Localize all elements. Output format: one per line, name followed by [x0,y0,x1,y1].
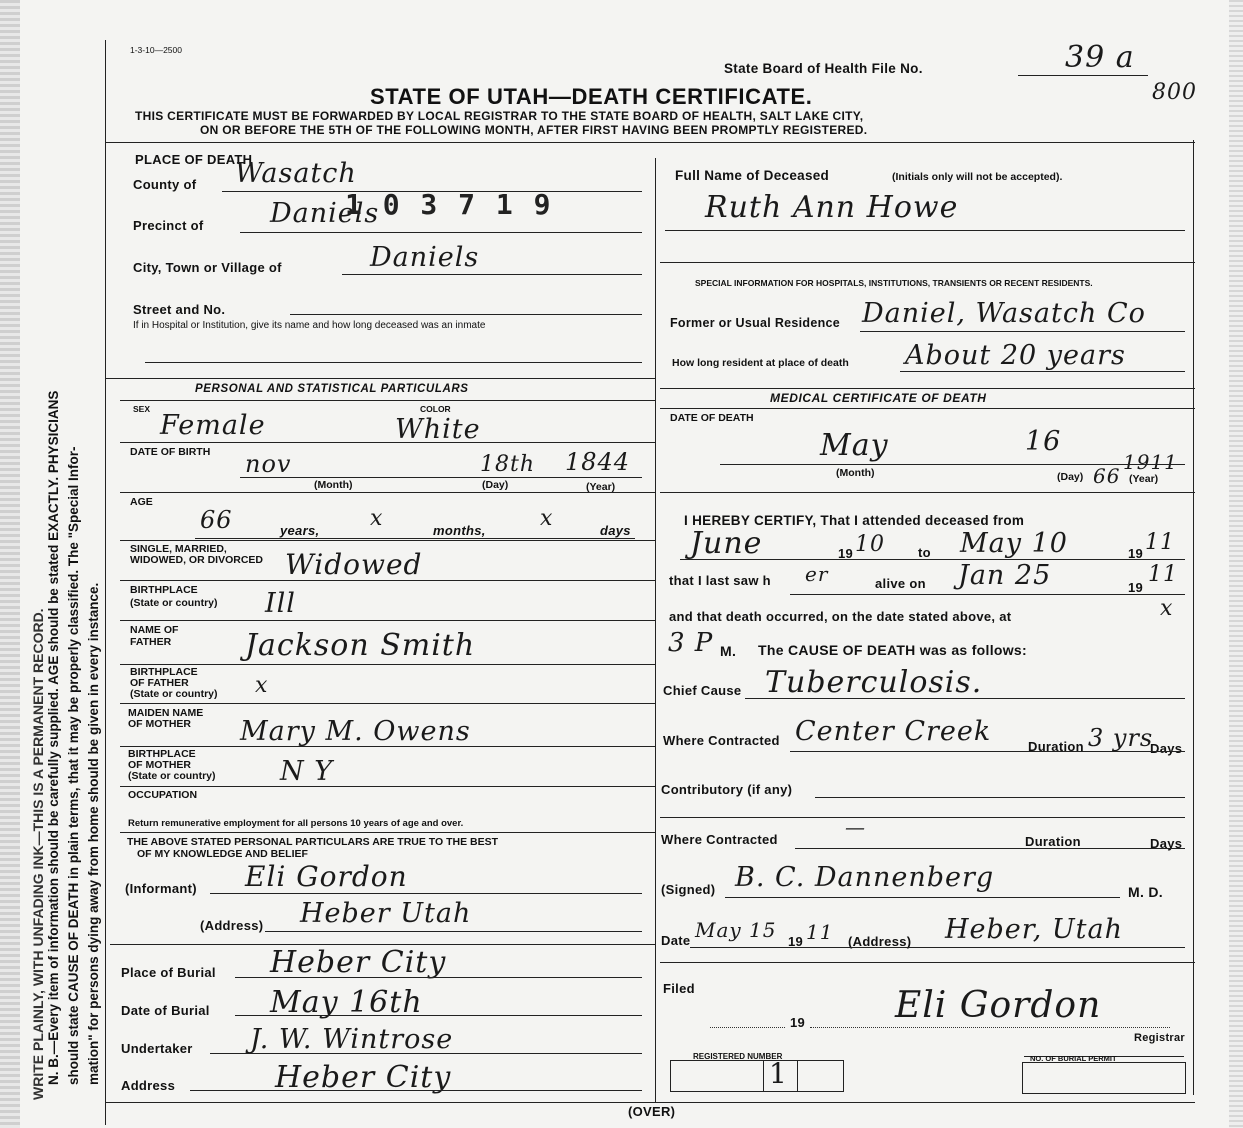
chief-cause-value: Tuberculosis. [765,665,983,700]
father-label-1: NAME OF [130,624,179,636]
resident-label: How long resident at place of death [672,357,849,369]
dod-extra: 66 [1093,464,1121,488]
age-label: AGE [130,496,153,508]
notice-line-1: THIS CERTIFICATE MUST BE FORWARDED BY LOCAL REGISTRAR TO THE STATE BOARD OF HEALTH, SALT LAKE CITY, [135,109,864,123]
marital-label-2: WIDOWED, OR DIVORCED [130,554,263,566]
burial-place-value: Heber City [270,945,447,980]
side-note-2: should state CAUSE OF DEATH in plain terms, that it may be properly classified. The "Special Infor- [66,446,81,1085]
father-value: Jackson Smith [245,628,476,663]
where-contracted-2-value: — [845,815,866,839]
occurred-label: and that death occurred, on the date stated above, at [669,609,1012,624]
dod-month: May [820,428,889,463]
days-label: days [600,523,631,538]
hospital-label: If in Hospital or Institution, give its name and how long deceased was an inmate [133,320,486,331]
cause-label: The CAUSE OF DEATH was as follows: [758,642,1027,658]
informant-label: (Informant) [125,881,197,896]
dob-label: DATE OF BIRTH [130,446,211,458]
cert-date-year: 11 [806,920,834,944]
cert-address-value: Heber, Utah [945,914,1123,945]
medical-heading: MEDICAL CERTIFICATE OF DEATH [770,391,987,405]
alive-year: 11 [1148,562,1178,587]
burial-place-label: Place of Burial [121,965,216,980]
informant-value: Eli Gordon [245,860,408,893]
birthplace-label-1: BIRTHPLACE [130,584,198,596]
age-days: x [540,506,554,531]
file-no-label: State Board of Health File No. [724,61,923,76]
duration-2-days-label: Days [1150,836,1183,851]
death-time-suffix: M. [720,643,737,659]
undertaker-value: J. W. Wintrose [250,1024,454,1055]
file-no-value: 39 a [1065,40,1135,75]
scan-edge-right [1229,0,1243,1128]
notice-line-2: ON OR BEFORE THE 5TH OF THE FOLLOWING MONTH, AFTER FIRST HAVING BEEN PROMPTLY REGISTERED. [200,123,868,137]
residence-label: Former or Usual Residence [670,316,841,330]
cert-address-label: (Address) [848,934,912,949]
from-year: 10 [855,532,885,557]
informant-address-value: Heber Utah [300,898,472,929]
side-note-1: N. B.—Every item of information should be carefully supplied. AGE should be stated EXACTLY. PHYSICIANS [46,390,61,1085]
city-value: Daniels [370,242,480,273]
frame-bottom [105,1102,1195,1103]
deceased-name-note: (Initials only will not be accepted). [892,171,1063,183]
registered-number-value: 1 [769,1057,788,1090]
street-label: Street and No. [133,302,226,317]
lastsaw-pronoun: er [805,562,829,586]
burial-date-value: May 16th [270,985,423,1020]
burial-permit-box [1022,1062,1186,1094]
to-label: to [918,545,931,560]
occupation-note: Return remunerative employment for all persons 10 years of age and over. [128,818,464,829]
color-label: COLOR [420,404,451,414]
age-months: x [370,506,384,531]
physician-signature: B. C. Dannenberg [735,862,995,893]
footer-over: (OVER) [628,1104,676,1119]
from-century: 19 [838,546,854,561]
years-label: years, [280,523,320,538]
burial-permit-label: NO. OF BURIAL PERMIT [1030,1054,1117,1063]
sex-value: Female [160,410,266,441]
fbirth-value: x [255,673,269,698]
death-time: 3 P [668,628,714,658]
dod-day: 16 [1025,426,1062,457]
burial-date-label: Date of Burial [121,1003,210,1018]
fbirth-label-2: OF FATHER [130,677,189,689]
occurred-mark: x [1160,596,1174,621]
undertaker-label: Undertaker [121,1041,193,1056]
father-label-2: FATHER [130,636,172,648]
color-value: White [395,414,481,445]
mbirth-label-2: OF MOTHER [128,759,191,771]
scan-edge-left [0,0,20,1128]
cert-date-label: Date [661,933,691,948]
resident-value: About 20 years [905,340,1126,371]
registrar-signature: Eli Gordon [895,985,1102,1026]
dob-day: 18th [480,452,536,477]
alive-label: alive on [875,576,926,591]
frame-right [1193,140,1194,1095]
statement-line-2: OF MY KNOWLEDGE AND BELIEF [137,848,308,860]
dod-year-caption: (Year) [1129,473,1159,485]
side-note-3: mation" for persons dying away from home should be given in every instance. [86,582,101,1085]
filed-label: Filed [663,981,695,996]
age-years: 66 [200,506,233,534]
deceased-name-value: Ruth Ann Howe [705,190,959,225]
dob-month-caption: (Month) [314,479,353,491]
mbirth-label-1: BIRTHPLACE [128,748,196,760]
occupation-label: OCCUPATION [128,789,198,801]
file-no-extra: 800 [1152,80,1197,105]
registered-number-label: REGISTERED NUMBER [693,1052,783,1061]
contributory-label: Contributory (if any) [661,782,793,797]
to-century: 19 [1128,546,1144,561]
dob-year: 1844 [565,448,631,476]
sex-label: SEX [133,404,151,414]
signed-label: (Signed) [661,882,716,897]
fbirth-label-1: BIRTHPLACE [130,666,198,678]
dod-day-caption: (Day) [1057,471,1084,483]
personal-heading: PERSONAL AND STATISTICAL PARTICULARS [195,383,469,395]
where-contracted-2-label: Where Contracted [661,832,778,847]
frame-left [105,40,106,1125]
deceased-name-label: Full Name of Deceased [675,168,830,183]
marital-value: Widowed [285,548,423,581]
dod-month-caption: (Month) [836,467,875,479]
alive-century: 19 [1128,580,1144,595]
md-label: M. D. [1128,884,1163,900]
lastsaw-label: that I last saw h [669,573,771,588]
dod-year: 1911 [1123,450,1178,474]
county-value: Wasatch [235,158,357,189]
side-note-outer: WRITE PLAINLY, WITH UNFADING INK—THIS IS A PERMANENT RECORD. [30,608,46,1100]
chief-cause-label: Chief Cause [663,683,742,698]
place-heading: PLACE OF DEATH [135,152,253,167]
registrar-label: Registrar [1134,1032,1185,1044]
precinct-label: Precinct of [133,218,204,233]
cert-date-value: May 15 [695,918,777,942]
center-divider [655,158,656,1103]
undertaker-address-value: Heber City [275,1060,452,1095]
residence-value: Daniel, Wasatch Co [862,298,1146,329]
filed-year-prefix: 19 [790,1015,806,1030]
county-label: County of [133,177,197,192]
dob-year-caption: (Year) [586,481,616,493]
marital-label-1: SINGLE, MARRIED, [130,543,227,555]
fbirth-label-3: (State or country) [130,688,218,700]
from-month: June [690,526,763,561]
to-year: 11 [1145,530,1175,555]
mother-label-2: OF MOTHER [128,718,191,730]
where-contracted-label: Where Contracted [663,733,780,748]
form-code: 1-3-10—2500 [130,45,182,55]
registered-number-box [670,1057,844,1092]
alive-date: Jan 25 [958,560,1052,591]
precinct-value: Daniels [270,198,380,229]
informant-address-label: (Address) [200,918,264,933]
duration-label: Duration [1028,739,1084,754]
mbirth-label-3: (State or country) [128,770,216,782]
statement-line-1: THE ABOVE STATED PERSONAL PARTICULARS ARE TRUE TO THE BEST [127,836,499,848]
birthplace-label-2: (State or country) [130,597,218,609]
undertaker-address-label: Address [121,1078,176,1093]
special-heading: SPECIAL INFORMATION FOR HOSPITALS, INSTITUTIONS, TRANSIENTS OR RECENT RESIDENTS. [695,278,1093,288]
cert-date-century: 19 [788,934,804,949]
duration-value: 3 yrs [1088,724,1154,752]
city-label: City, Town or Village of [133,260,282,275]
where-contracted-value: Center Creek [795,716,992,747]
page-title: STATE OF UTAH—DEATH CERTIFICATE. [370,84,813,109]
dob-day-caption: (Day) [482,479,509,491]
to-date: May 10 [960,528,1068,559]
duration-2-label: Duration [1025,834,1081,849]
dod-label: DATE OF DEATH [670,412,754,424]
mother-value: Mary M. Owens [240,716,471,747]
duration-days-label: Days [1150,741,1183,756]
mbirth-value: N Y [280,756,334,787]
dob-month: nov [245,450,292,478]
certificate-stamp: 1 0 3 7 1 9 [345,188,553,221]
certify-label: I HEREBY CERTIFY, That I attended deceased from [684,513,1025,528]
months-label: months, [433,523,486,538]
mother-label-1: MAIDEN NAME [128,707,204,719]
birthplace-value: Ill [265,588,296,619]
